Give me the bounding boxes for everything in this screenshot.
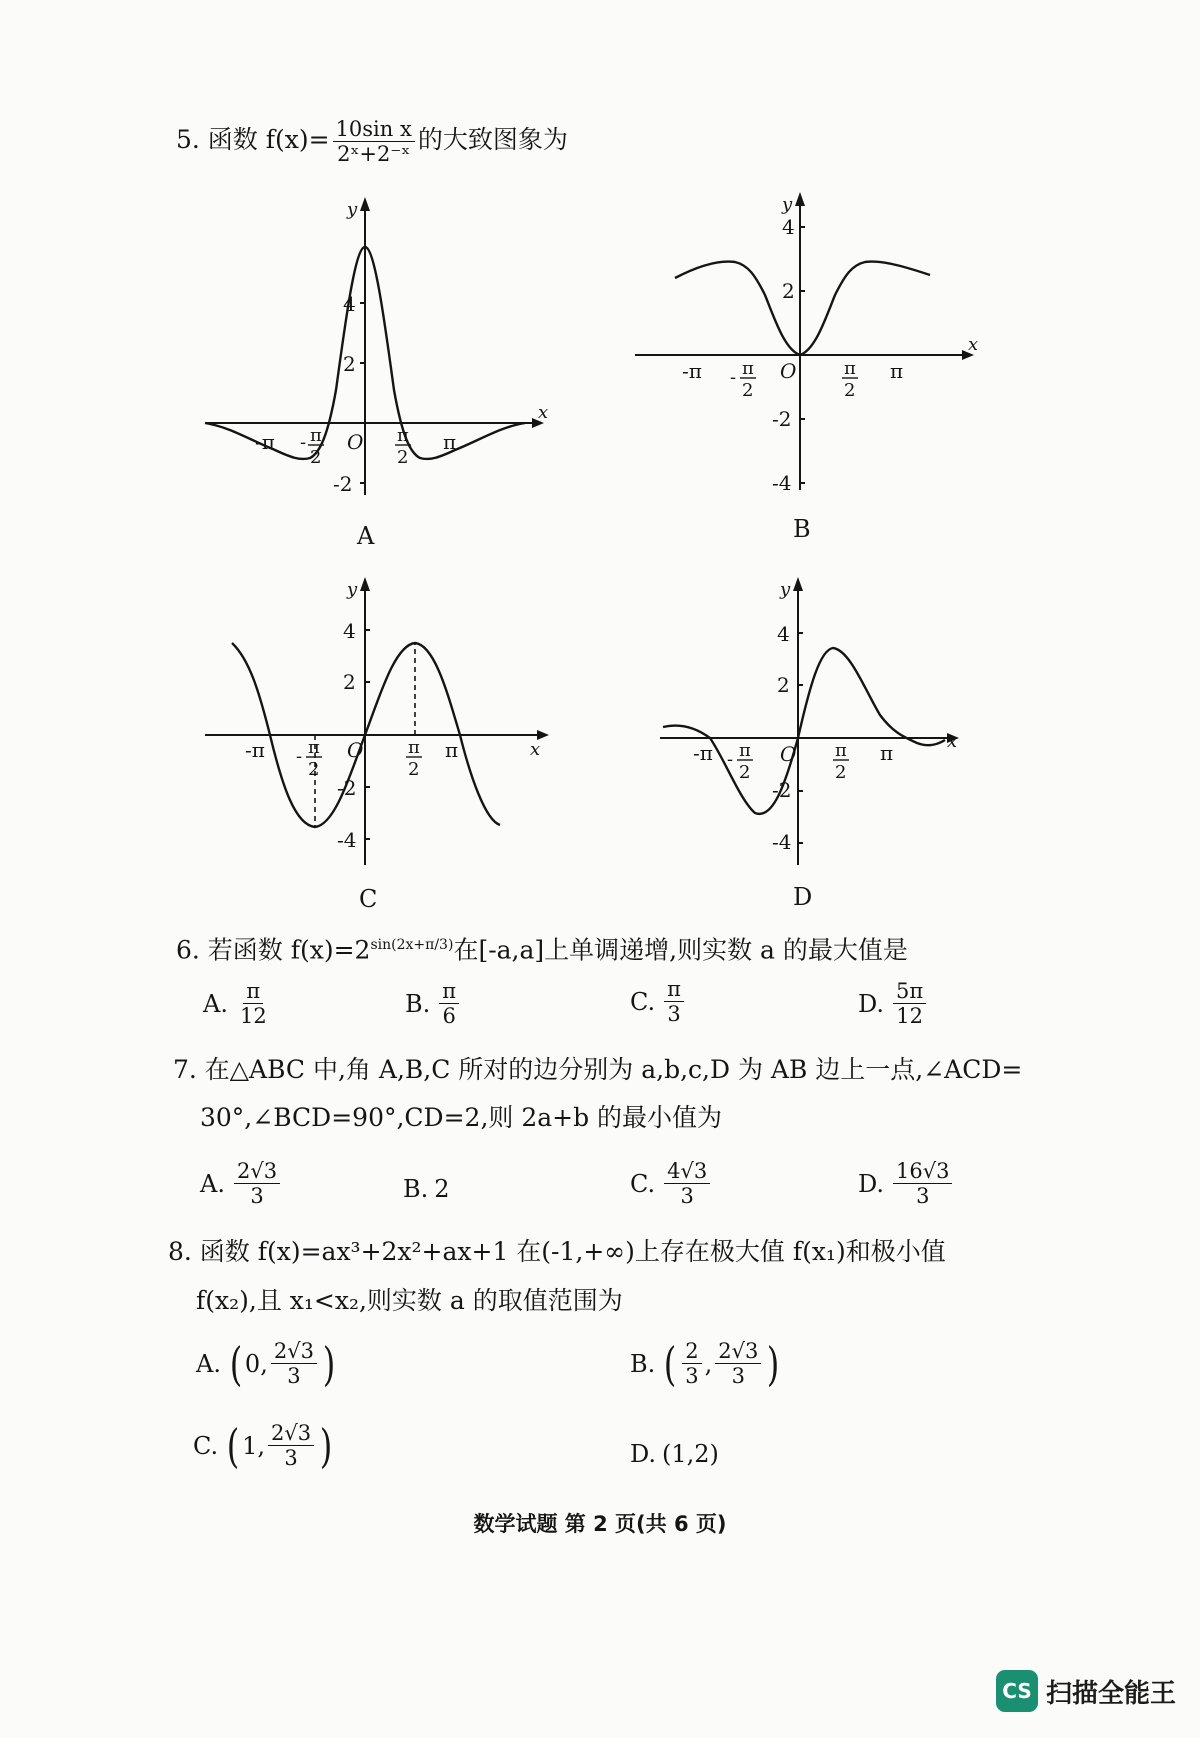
q8-option-c: C. ( 1 , $\frac{2√3}{3}$ ) [193,1418,333,1473]
svg-text:π: π [397,425,409,446]
svg-text:-: - [300,432,307,453]
q6-option-c: C. $\frac{\pi}{3}$ [630,978,687,1025]
graph-b-label: B [793,515,811,543]
svg-text:-: - [730,367,737,388]
question-7-line-1: 7. 在△ABC 中,角 A,B,C 所对的边分别为 a,b,c,D 为 AB 边上一点,∠ACD= [173,1055,1023,1084]
q7-option-b: B. 2 [403,1175,450,1203]
svg-text:π: π [308,737,320,758]
svg-text:2: 2 [408,759,420,780]
question-8-line-1: 8. 函数 f(x)=ax³+2x²+ax+1 在(-1,+∞)上存在极大值 f(x₁)和极小值 [168,1237,946,1266]
svg-text:4: 4 [343,619,356,643]
graph-a-tick-neg2: -2 [333,472,353,496]
q5-fraction-numerator: 10sin x [333,118,415,142]
graph-b-x-label: x [968,334,979,355]
svg-text:-4: -4 [772,471,792,495]
svg-text:O: O [780,742,797,766]
svg-text:2: 2 [739,762,751,783]
graph-a-label: A [357,522,375,550]
q7-option-c: C. $\frac{4√3}{3}$ [630,1160,713,1207]
svg-text:-π: -π [682,359,702,383]
svg-text:2: 2 [835,762,847,783]
q8-option-b: B. ( $\frac{2}{3}$ , $\frac{2√3}{3}$ ) [630,1336,780,1391]
svg-text:π: π [835,740,847,761]
svg-text:-: - [727,749,734,770]
q5-fraction-denominator: 2ˣ+2⁻ˣ [337,142,411,166]
q6-exponent: sin(2x+π/3) [370,937,454,953]
question-8-line-2: f(x₂),且 x₁<x₂,则实数 a 的取值范围为 [196,1286,623,1315]
camscanner-name: 扫描全能王 [1046,1678,1177,1709]
graph-d-curve [663,648,945,814]
graph-a-tick-pi: π [443,430,457,454]
svg-text:2: 2 [310,447,322,468]
graph-a [200,195,560,519]
q7-option-a: A. $\frac{2√3}{3}$ [200,1160,283,1207]
svg-text:2: 2 [782,279,795,303]
graph-a-origin: O [347,430,364,454]
svg-text:-: - [296,746,303,767]
graph-b-curve [675,262,930,355]
q5-suffix: 的大致图象为 [417,125,568,154]
q6-option-d: D. $\frac{5\pi}{12}$ [858,980,929,1027]
question-5-stem [176,118,568,165]
graph-a-tick-2: 2 [343,352,356,376]
svg-text:-2: -2 [772,407,792,431]
svg-text:y: y [347,579,358,600]
graph-a-x-label: x [538,402,549,423]
svg-text:2: 2 [343,670,356,694]
graph-c-label: C [359,885,378,913]
svg-text:-4: -4 [337,828,357,852]
graph-d [655,575,975,879]
camscanner-logo-icon: CS [996,1670,1038,1712]
svg-text:2: 2 [742,380,754,401]
svg-text:π: π [310,425,322,446]
svg-text:-π: -π [245,738,265,762]
q5-prefix: 5. 函数 f(x)= [176,125,330,154]
svg-text:π: π [742,358,754,379]
svg-text:-π: -π [693,741,713,765]
svg-text:π: π [890,359,904,383]
svg-text:x: x [947,731,958,752]
graph-a-tick-neg-pi: -π [255,430,275,454]
graph-b-y-label: y [782,194,793,215]
graph-a-tick-4: 4 [343,292,356,316]
svg-text:-2: -2 [337,776,357,800]
page-footer: 数学试题 第 2 页(共 6 页) [473,1512,727,1536]
svg-text:y: y [780,579,791,600]
svg-text:π: π [445,738,459,762]
graph-d-label: D [793,883,813,911]
svg-text:4: 4 [782,215,795,239]
q6-option-b: B. $\frac{\pi}{6}$ [405,980,462,1027]
svg-text:-4: -4 [772,830,792,854]
svg-text:π: π [844,358,856,379]
svg-text:2: 2 [777,673,790,697]
graph-c [200,575,560,879]
svg-text:O: O [780,359,797,383]
question-6-stem: 6. 若函数 $f(x)=2^{sin(2x+\pi/3)}$在[-a,a]上单调递增,则实数 a 的最大值是 [176,935,908,965]
svg-text:π: π [408,737,420,758]
svg-text:2: 2 [844,380,856,401]
svg-text:O: O [347,738,364,762]
q7-option-d: D. $\frac{16√3}{3}$ [858,1160,955,1207]
q5-fraction [333,118,415,165]
svg-text:-2: -2 [772,778,792,802]
graph-b [630,190,990,514]
svg-text:x: x [530,739,541,760]
svg-text:π: π [739,740,751,761]
question-7-line-2: 30°,∠BCD=90°,CD=2,则 2a+b 的最小值为 [200,1103,723,1132]
svg-text:2: 2 [308,759,320,780]
graph-a-y-label: y [347,199,358,220]
q8-option-d: D. (1,2) [630,1440,719,1468]
svg-text:2: 2 [397,447,409,468]
svg-text:4: 4 [777,622,790,646]
q8-option-a: A. ( 0 , $\frac{2√3}{3}$ ) [196,1336,336,1391]
svg-text:π: π [880,741,894,765]
q6-option-a: A. $\frac{\pi}{12}$ [203,979,267,1028]
scanner-watermark [996,1670,1176,1712]
